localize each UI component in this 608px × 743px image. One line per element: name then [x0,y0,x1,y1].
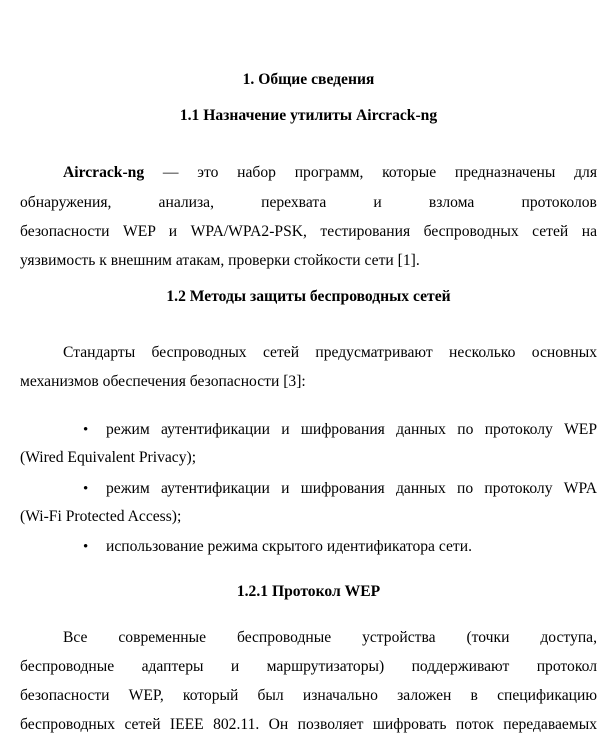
paragraph-line: Все современные беспроводные устройства (точки доступа, [63,629,597,646]
bullet-icon: • [83,422,89,438]
paragraph-line: механизмов обеспечения безопасности [3]: [20,373,306,390]
bold-term-aircrack: Aircrack-ng [63,164,145,181]
list-item-text: использование режима скрытого идентификатора сети. [106,538,472,555]
bullet-icon: • [83,481,89,497]
paragraph-line: безопасности WEP и WPA/WPA2-PSK, тестирования беспроводных сетей на [20,223,597,240]
list-item-text: режим аутентификации и шифрования данных по протоколу WEP [106,421,597,438]
word: взлома [428,194,475,211]
word: и [373,194,382,211]
heading-general-info: 1. Общие сведения [242,71,375,88]
paragraph-line: беспроводные адаптеры и маршрутизаторы) поддерживают протокол [20,658,597,675]
paragraph-line [20,193,597,213]
paragraph-line [63,163,597,183]
bullet-icon: • [83,539,89,555]
word: перехвата [261,194,327,211]
list-item-text: режим аутентификации и шифрования данных по протоколу WPA [106,480,597,497]
paragraph-line: беспроводных сетей IEEE 802.11. Он позволяет шифровать поток передаваемых [20,716,597,733]
paragraph-line: уязвимость к внешним атакам, проверки стойкости сети [1]. [20,252,420,269]
word: обнаружения, [20,194,112,211]
list-item-continuation: (Wired Equivalent Privacy); [20,449,197,466]
paragraph-line-rest: — это набор программ, которые предназначены для [144,164,597,181]
word: протоколов [521,194,597,211]
heading-aircrack-purpose: 1.1 Назначение утилиты Aircrack-ng [179,107,438,124]
heading-protection-methods: 1.2 Методы защиты беспроводных сетей [166,288,451,305]
paragraph-line: Стандарты беспроводных сетей предусматривают несколько основных [63,344,597,361]
heading-wep-protocol: 1.2.1 Протокол WEP [236,583,381,600]
paragraph-line: безопасности WEP, который был изначально заложен в спецификацию [20,687,597,704]
list-item-continuation: (Wi-Fi Protected Access); [20,508,182,525]
word: анализа, [158,194,214,211]
